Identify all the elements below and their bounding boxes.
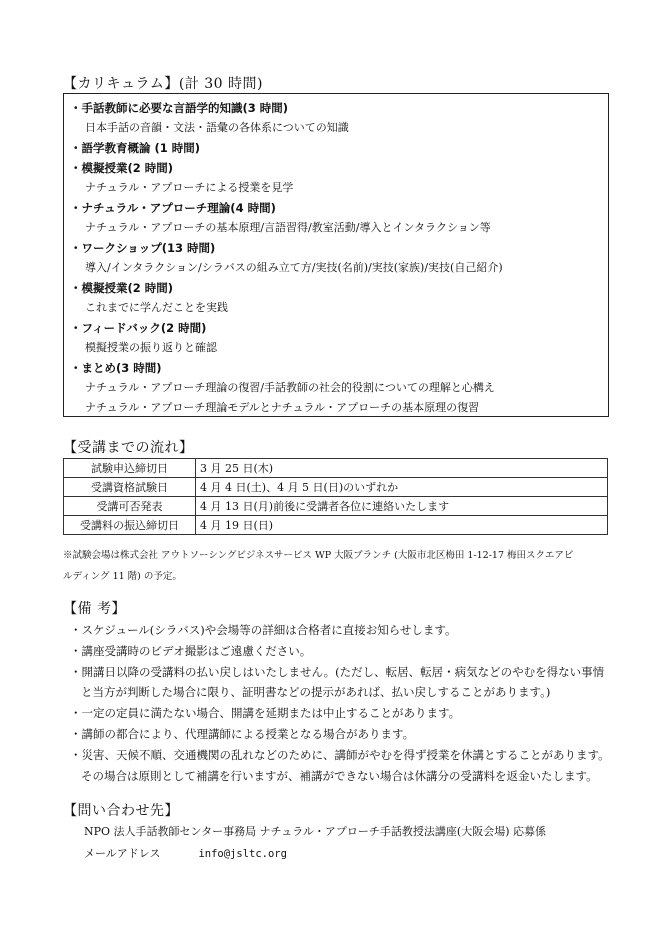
table-cell-value: 3 月 25 日(木)	[196, 459, 608, 478]
curriculum-item-title: ・模擬授業(2 時間)	[70, 281, 174, 295]
remark-item: ・講座受講時のビデオ撮影はご遠慮ください。	[70, 643, 312, 658]
curriculum-item-title: ・ナチュラル・アプローチ理論(4 時間)	[70, 201, 276, 215]
contact-heading: 【問い合わせ先】	[63, 803, 179, 819]
venue-note-line: ルディング 11 階) の予定。	[63, 571, 182, 582]
curriculum-item-title: ・ワークショップ(13 時間)	[70, 241, 216, 255]
flow-heading: 【受講までの流れ】	[63, 440, 194, 456]
contact-mail-row	[84, 843, 546, 865]
table-row	[64, 459, 608, 478]
curriculum-item	[70, 158, 608, 198]
curriculum-item-title: ・まとめ(3 時間)	[70, 361, 162, 375]
curriculum-item	[70, 198, 608, 238]
table-cell-value: 4 月 4 日(土)、4 月 5 日(日)のいずれか	[196, 478, 608, 497]
curriculum-box	[63, 93, 609, 417]
curriculum-item-title: ・模擬授業(2 時間)	[70, 161, 174, 175]
table-cell-label: 受講可否発表	[64, 497, 196, 516]
curriculum-item-desc: これまでに学んだことを実践	[85, 301, 228, 314]
curriculum-item-title: ・語学教育概論 (1 時間)	[70, 141, 201, 155]
table-cell-label: 試験申込締切日	[64, 459, 196, 478]
table-row	[64, 516, 608, 535]
curriculum-item-desc: ナチュラル・アプローチ理論の復習/手話教師の社会的役割についての理解と心構え	[85, 381, 495, 394]
mail-label: メールアドレス	[84, 847, 161, 860]
table-cell-value: 4 月 13 日(月)前後に受講者各位に連絡いたします	[196, 497, 608, 516]
remark-item: ・一定の定員に満たない場合、開講を延期または中止することがあります。	[70, 706, 461, 721]
curriculum-item-desc: ナチュラル・アプローチによる授業を見学	[85, 181, 294, 194]
table-row	[64, 497, 608, 516]
curriculum-item	[70, 358, 608, 418]
curriculum-item-desc: ナチュラル・アプローチの基本原理/言語習得/教室活動/導入とインタラクション等	[85, 221, 491, 234]
venue-note	[63, 545, 609, 587]
curriculum-item	[70, 278, 608, 318]
mail-address-link[interactable]: info@jsltc.org	[198, 848, 287, 860]
curriculum-item-desc: ナチュラル・アプローチ理論モデルとナチュラル・アプローチの基本原理の復習	[85, 401, 480, 414]
curriculum-item-desc: 導入/インタラクション/シラバスの組み立て方/実技(名前)/実技(家族)/実技(自己紹介)	[85, 261, 503, 274]
table-cell-label: 受講資格試験日	[64, 478, 196, 497]
curriculum-item	[70, 138, 608, 158]
remarks-heading: 【備 考】	[63, 601, 126, 617]
remark-item: ・災害、天候不順、交通機関の乱れなどのために、講師がやむを得ず授業を休講とすることがあります。	[70, 747, 610, 762]
curriculum-item	[70, 98, 608, 138]
remarks-list	[70, 620, 630, 786]
remark-item: ・講師の都合により、代理講師による授業となる場合があります。	[70, 726, 415, 741]
table-row	[64, 478, 608, 497]
remark-item: ・開講日以降の受講料の払い戻しはいたしません。(ただし、転居、転居・病気などのやむを得ない事情	[70, 664, 605, 679]
contact-organization: NPO 法人手話教師センター事務局 ナチュラル・アプローチ手話教授法講座(大阪会場) 応募係	[84, 825, 547, 838]
curriculum-item	[70, 238, 608, 278]
table-cell-label: 受講料の振込締切日	[64, 516, 196, 535]
table-cell-value: 4 月 19 日(日)	[196, 516, 608, 535]
curriculum-item-title: ・フィードバック(2 時間)	[70, 321, 207, 335]
curriculum-item	[70, 318, 608, 358]
curriculum-item-title: ・手話教師に必要な言語学的知識(3 時間)	[70, 101, 289, 115]
curriculum-item-desc: 日本手話の音韻・文法・語彙の各体系についての知識	[85, 121, 349, 134]
remark-item-continuation: その場合は原則として補講を行いますが、補講ができない場合は休講分の受講料を返金いたします。	[81, 768, 598, 783]
curriculum-item-desc: 模擬授業の振り返りと確認	[85, 341, 217, 354]
schedule-table	[63, 458, 608, 535]
remark-item-continuation: と当方が判断した場合に限り、証明書などの提示があれば、払い戻しすることがあります。)	[81, 685, 551, 700]
venue-note-line: ※試験会場は株式会社 アウトソーシングビジネスサービス WP 大阪ブランチ (大阪市北区梅田 1-12-17 梅田スクエアビ	[63, 550, 574, 561]
contact-block	[84, 821, 546, 865]
curriculum-heading: 【カリキュラム】(計 30 時間)	[63, 76, 263, 92]
remark-item: ・スケジュール(シラバス)や会場等の詳細は合格者に直接お知らせします。	[70, 623, 457, 637]
